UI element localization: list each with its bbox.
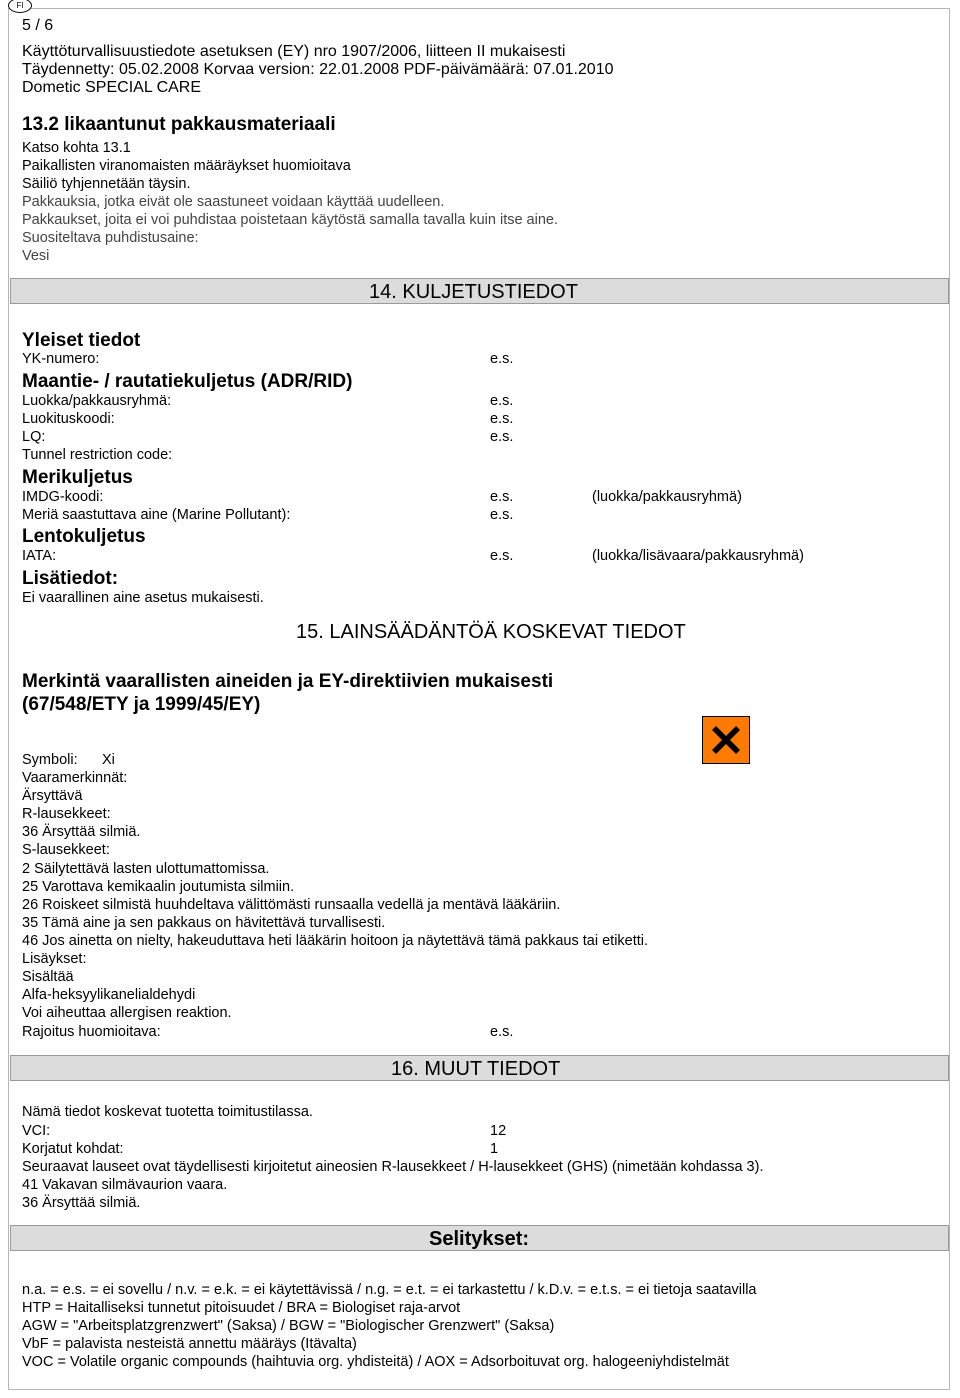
imdg-value: e.s. (490, 489, 514, 505)
s15-line: Vaaramerkinnät: (22, 770, 128, 786)
legend-line: n.a. = e.s. = ei sovellu / n.v. = e.k. = ei käytettävissä / n.g. = e.t. = ei tarkastettu / k.D.v. = e.t.s. = ei tietoja saatavilla (22, 1282, 757, 1298)
labelling-heading-line2: (67/548/ETY ja 1999/45/EY) (22, 694, 261, 715)
s16-intro: Nämä tiedot koskevat tuotetta toimitustilassa. (22, 1104, 313, 1120)
vci-label: VCI: (22, 1123, 51, 1139)
s15-line: 25 Varottava kemikaalin joutumista silmiin. (22, 879, 295, 895)
classification-code-value: e.s. (490, 411, 514, 427)
corrected-label: Korjatut kohdat: (22, 1141, 124, 1157)
section-14-title: 14. KULJETUSTIEDOT (369, 281, 578, 303)
s13-line: Katso kohta 13.1 (22, 140, 131, 156)
restriction-value: e.s. (490, 1024, 514, 1040)
section-16-bar (10, 1055, 949, 1081)
section-13-2-heading: 13.2 likaantunut pakkausmateriaali (22, 114, 336, 135)
page-number: 5 / 6 (22, 17, 54, 34)
country-badge: FI (8, 0, 32, 13)
vci-value: 12 (490, 1123, 507, 1139)
imdg-label: IMDG-koodi: (22, 489, 104, 505)
s15-line: 35 Tämä aine ja sen pakkaus on hävitettävä turvallisesti. (22, 915, 386, 931)
legend-line: VOC = Volatile organic compounds (haihtuvia org. yhdisteitä) / AOX = Adsorboituvat org. halogeeniyhdistelmät (22, 1354, 729, 1370)
s15-line: Ärsyttävä (22, 788, 83, 804)
s15-line: 2 Säilytettävä lasten ulottumattomissa. (22, 861, 270, 877)
air-transport-heading: Lentokuljetus (22, 526, 146, 547)
symbol-value: Xi (102, 752, 115, 768)
un-number-label: YK-numero: (22, 351, 100, 367)
s13-line: Säiliö tyhjennetään täysin. (22, 176, 191, 192)
s15-line: Alfa-heksyylikanelialdehydi (22, 987, 196, 1003)
road-rail-heading: Maantie- / rautatiekuljetus (ADR/RID) (22, 371, 353, 392)
classification-code-label: Luokituskoodi: (22, 411, 115, 427)
marine-pollutant-label: Meriä saastuttava aine (Marine Pollutant): (22, 507, 291, 523)
s15-line: 26 Roiskeet silmistä huuhdeltava välittömästi runsaalla vedellä ja mentävä lääkäriin. (22, 897, 561, 913)
doc-title: Käyttöturvallisuustiedote asetuksen (EY) nro 1907/2006, liitteen II mukaisesti (22, 43, 566, 60)
s16-line: 36 Ärsyttää silmiä. (22, 1195, 141, 1211)
s13-line: Pakkauksia, jotka eivät ole saastuneet voidaan käyttää uudelleen. (22, 194, 445, 210)
s15-line: Voi aiheuttaa allergisen reaktion. (22, 1005, 232, 1021)
legend-bar (10, 1225, 949, 1251)
legend-line: HTP = Haitalliseksi tunnetut pitoisuudet / BRA = Biologiset raja-arvot (22, 1300, 461, 1316)
section-14-bar (10, 278, 949, 304)
legend-title: Selitykset: (429, 1228, 530, 1250)
s15-line: S-lausekkeet: (22, 842, 110, 858)
iata-label: IATA: (22, 548, 57, 564)
s15-line: R-lausekkeet: (22, 806, 111, 822)
lq-label: LQ: (22, 429, 46, 445)
s15-line: Sisältää (22, 969, 74, 985)
xi-irritant-cross-icon (702, 716, 750, 764)
class-label: Luokka/pakkausryhmä: (22, 393, 172, 409)
sea-transport-heading: Merikuljetus (22, 467, 133, 488)
s13-line: Suositeltava puhdistusaine: (22, 230, 199, 246)
s15-line: Lisäykset: (22, 951, 87, 967)
additional-info-heading: Lisätiedot: (22, 568, 119, 589)
labelling-heading-line1: Merkintä vaarallisten aineiden ja EY-direktiivien mukaisesti (22, 671, 554, 692)
general-info-heading: Yleiset tiedot (22, 330, 141, 351)
symbol-label: Symboli: (22, 752, 78, 768)
legend-line: VbF = palavista nesteistä annettu määräys (Itävalta) (22, 1336, 357, 1352)
iata-note: (luokka/lisävaara/pakkausryhmä) (592, 548, 804, 564)
s13-line: Pakkaukset, joita ei voi puhdistaa poistetaan käytöstä samalla tavalla kuin itse aine. (22, 212, 559, 228)
s15-line: 46 Jos ainetta on nielty, hakeuduttava heti lääkärin hoitoon ja näytettävä tämä pakkaus tai etiketti. (22, 933, 649, 949)
class-value: e.s. (490, 393, 514, 409)
revision-line: Täydennetty: 05.02.2008 Korvaa version: 22.01.2008 PDF-päivämäärä: 07.01.2010 (22, 61, 614, 78)
legend-line: AGW = "Arbeitsplatzgrenzwert" (Saksa) / BGW = "Biologischer Grenzwert" (Saksa) (22, 1318, 555, 1334)
product-name: Dometic SPECIAL CARE (22, 79, 202, 96)
section-16-title: 16. MUUT TIEDOT (391, 1058, 561, 1080)
corrected-value: 1 (490, 1141, 499, 1157)
s16-line: 41 Vakavan silmävaurion vaara. (22, 1177, 228, 1193)
restriction-label: Rajoitus huomioitava: (22, 1024, 161, 1040)
marine-pollutant-value: e.s. (490, 507, 514, 523)
iata-value: e.s. (490, 548, 514, 564)
s16-line: Seuraavat lauseet ovat täydellisesti kirjoitetut aineosien R-lausekkeet / H-lausekkeet (GHS) (nimetään kohdassa 3). (22, 1159, 764, 1175)
imdg-note: (luokka/pakkausryhmä) (592, 489, 742, 505)
s15-line: 36 Ärsyttää silmiä. (22, 824, 141, 840)
un-number-value: e.s. (490, 351, 514, 367)
section-15-title: 15. LAINSÄÄDÄNTÖÄ KOSKEVAT TIEDOT (296, 621, 686, 643)
s13-line: Vesi (22, 248, 50, 264)
tunnel-code-label: Tunnel restriction code: (22, 447, 173, 463)
additional-info-text: Ei vaarallinen aine asetus mukaisesti. (22, 590, 264, 606)
lq-value: e.s. (490, 429, 514, 445)
s13-line: Paikallisten viranomaisten määräykset huomioitava (22, 158, 351, 174)
